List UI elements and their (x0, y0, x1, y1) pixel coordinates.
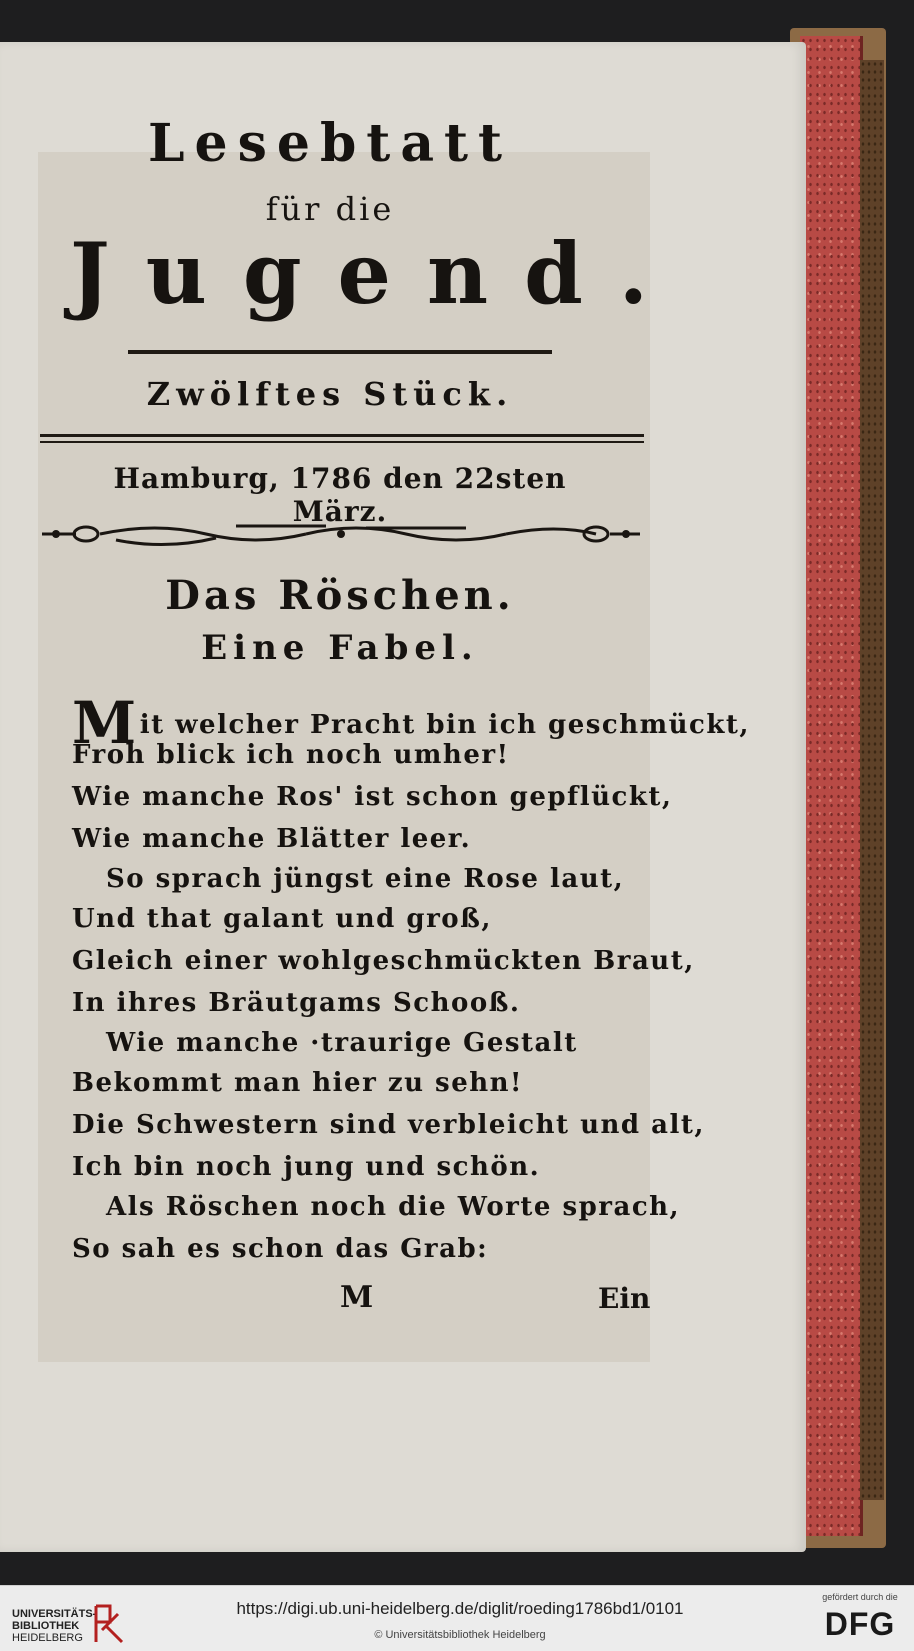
drop-cap: M (72, 689, 138, 757)
verse-line-2: Froh blick ich noch umher! (72, 740, 510, 770)
verse-line-3: Wie manche Ros' ist schon gepflückt, (72, 782, 673, 812)
verse-line-13: Als Röschen noch die Worte sprach, (106, 1192, 681, 1222)
catchword: Ein (598, 1282, 651, 1315)
poem-title: Das Röschen. (165, 572, 515, 619)
viewer-footer (0, 1585, 914, 1651)
verse-line-9: Wie manche ·traurige Gestalt (106, 1028, 578, 1058)
title-lesebtatt: Lesebtatt (147, 113, 513, 174)
poem-subtitle: Eine Fabel. (201, 628, 479, 668)
verse-line-8: In ihres Bräutgams Schooß. (72, 988, 521, 1018)
university-library-logo-icon[interactable] (92, 1600, 126, 1646)
verse-line-6: Und that galant und groß, (72, 904, 492, 934)
funded-by-label: gefördert durch die (822, 1592, 898, 1602)
title-jugend: Jugend. (70, 224, 685, 323)
title-rule (128, 350, 552, 354)
library-name-line3: HEIDELBERG (12, 1632, 83, 1644)
verse-line-14: So sah es schon das Grab: (72, 1234, 489, 1264)
copyright-notice: © Universitätsbibliothek Heidelberg (374, 1629, 546, 1641)
permalink-url[interactable]: https://digi.ub.uni-heidelberg.de/diglit/roeding1786bd1/0101 (236, 1599, 684, 1618)
signature-mark: M (340, 1280, 374, 1315)
title-fuer-die: für die (265, 190, 395, 228)
library-name-line2: BIBLIOTHEK (12, 1620, 80, 1632)
verse-text: it welcher Pracht bin ich geschmückt, (139, 710, 750, 740)
library-name-line1: UNIVERSITÄTS- (12, 1608, 97, 1620)
verse-line-11: Die Schwestern sind verbleicht und alt, (72, 1110, 705, 1140)
header-rule-bottom (40, 441, 644, 443)
dfg-logo[interactable]: DFG (824, 1606, 896, 1642)
verse-line-5: So sprach jüngst eine Rose laut, (106, 864, 625, 894)
dateline: Hamburg, 1786 den 22sten März. (113, 462, 567, 528)
red-page-edge (800, 36, 863, 1536)
verse-line-7: Gleich einer wohlgeschmückten Braut, (72, 946, 695, 976)
library-logo-text (12, 1608, 96, 1644)
verse-line-4: Wie manche Blätter leer. (72, 824, 472, 854)
verse-line-12: Ich bin noch jung und schön. (72, 1152, 541, 1182)
issue-number: Zwölftes Stück. (146, 375, 514, 413)
book-cover-edge (860, 60, 884, 1500)
verse-line-10: Bekommt man hier zu sehn! (72, 1068, 523, 1098)
header-rule-top (40, 434, 644, 437)
ornamental-border-icon (36, 516, 646, 552)
